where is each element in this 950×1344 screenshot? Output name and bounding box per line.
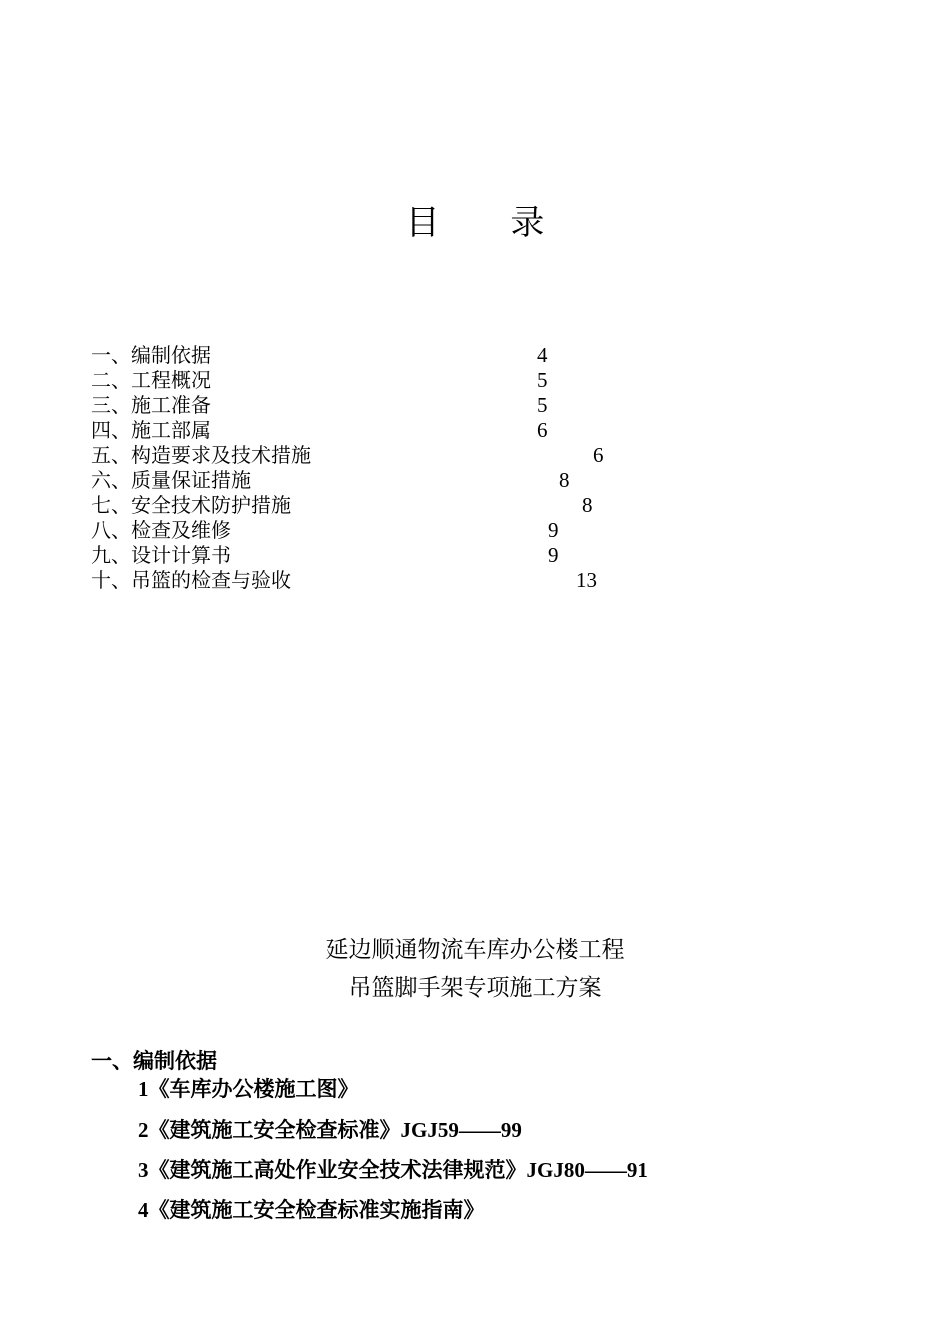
reference-item: 3《建筑施工高处作业安全技术法律规范》JGJ80——91	[138, 1158, 648, 1182]
toc-entry	[91, 568, 851, 593]
toc-entry-label: 二、工程概况	[91, 368, 211, 392]
toc-entry-page: 9	[548, 543, 559, 567]
toc-entry	[91, 368, 851, 393]
toc-title: 目 录	[405, 203, 575, 243]
toc-entry-page: 9	[548, 518, 559, 542]
toc-entry	[91, 443, 851, 468]
toc-entry-page: 4	[537, 343, 548, 367]
toc-entry-label: 九、设计计算书	[91, 543, 231, 567]
toc-entry	[91, 418, 851, 443]
reference-item: 1《车库办公楼施工图》	[138, 1077, 359, 1101]
toc-list	[91, 343, 851, 593]
toc-entry-label: 八、检查及维修	[91, 518, 231, 542]
document-title-line1: 延边顺通物流车库办公楼工程	[325, 937, 625, 963]
toc-entry-page: 5	[537, 393, 548, 417]
toc-entry-label: 五、构造要求及技术措施	[91, 443, 311, 467]
reference-item: 2《建筑施工安全检查标准》JGJ59——99	[138, 1118, 522, 1142]
toc-entry-label: 三、施工准备	[91, 393, 211, 417]
toc-entry	[91, 518, 851, 543]
toc-entry	[91, 393, 851, 418]
toc-entry	[91, 543, 851, 568]
document-title-line2: 吊篮脚手架专项施工方案	[348, 975, 602, 1001]
toc-entry-label: 一、编制依据	[91, 343, 211, 367]
toc-entry-page: 6	[537, 418, 548, 442]
toc-entry-page: 6	[593, 443, 604, 467]
toc-entry-label: 十、吊篮的检查与验收	[91, 568, 291, 592]
toc-entry-label: 七、安全技术防护措施	[91, 493, 291, 517]
toc-entry-page: 8	[582, 493, 593, 517]
toc-entry	[91, 343, 851, 368]
toc-entry-page: 5	[537, 368, 548, 392]
toc-entry-label: 四、施工部属	[91, 418, 211, 442]
reference-item: 4《建筑施工安全检查标准实施指南》	[138, 1198, 485, 1222]
toc-entry-page: 13	[576, 568, 597, 592]
toc-entry	[91, 493, 851, 518]
toc-entry-page: 8	[559, 468, 570, 492]
toc-entry-label: 六、质量保证措施	[91, 468, 251, 492]
toc-entry	[91, 468, 851, 493]
section-heading: 一、编制依据	[91, 1049, 217, 1073]
